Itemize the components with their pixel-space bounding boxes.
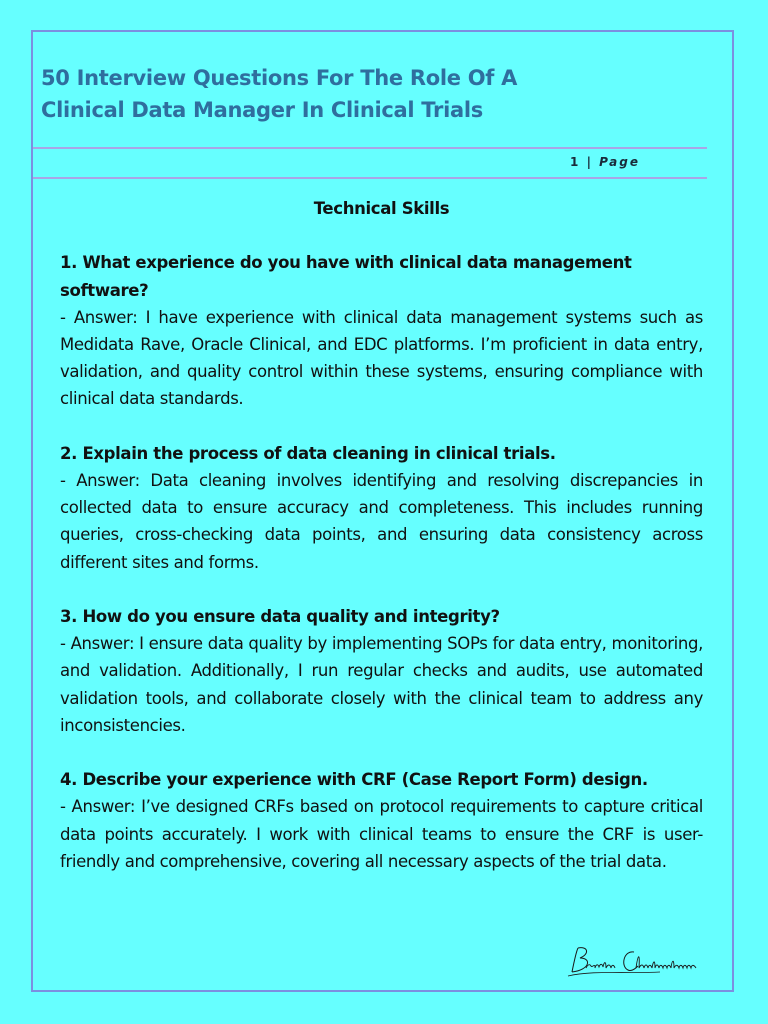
document-body (60, 195, 703, 902)
answer-text: - Answer: Data cleaning involves identifying and resolving discrepancies in collected data to ensure accuracy and completeness. This includes running queries, cross-checking data points, and ensuring data consistency across different sites and forms. (60, 471, 703, 572)
header-rule-top (33, 147, 707, 149)
page-number-separator: | (580, 155, 600, 169)
section-heading: Technical Skills (313, 199, 450, 218)
question-text: 1. What experience do you have with clinical data management software? (60, 253, 632, 300)
page-number-value: 1 (570, 155, 581, 169)
page-number (570, 155, 640, 169)
handwritten-signature (564, 944, 714, 980)
answer-text: - Answer: I ensure data quality by implementing SOPs for data entry, monitoring, and validation. Additionally, I run regular checks and audits, use automated validation tools, and collaborate closely with the clinical team to address any inconsistencies. (60, 634, 703, 735)
answer-text: - Answer: I have experience with clinical data management systems such as Medidata Rave, Oracle Clinical, and EDC platforms. I’m proficient in data entry, validation, and quality control within these systems, ensuring compliance with clinical data standards. (60, 307, 703, 409)
question-block (60, 766, 703, 875)
question-block (60, 249, 703, 412)
question-text: 4. Describe your experience with CRF (Case Report Form) design. (60, 770, 648, 790)
document-title (41, 62, 701, 126)
question-text: 3. How do you ensure data quality and integrity? (60, 607, 500, 626)
header-rule-bottom (33, 177, 707, 179)
question-block (60, 603, 703, 739)
question-block (60, 440, 703, 576)
title-line-1: 50 Interview Questions For The Role Of A (41, 66, 518, 90)
answer-text: - Answer: I’ve designed CRFs based on protocol requirements to capture critical data points accurately. I work with clinical teams to ensure the CRF is user-friendly and comprehensive, covering all necessary aspects of the trial data. (60, 797, 703, 871)
title-line-2: Clinical Data Manager In Clinical Trials (41, 98, 483, 122)
page-label: Page (599, 155, 640, 169)
question-text: 2. Explain the process of data cleaning in clinical trials. (60, 443, 556, 463)
